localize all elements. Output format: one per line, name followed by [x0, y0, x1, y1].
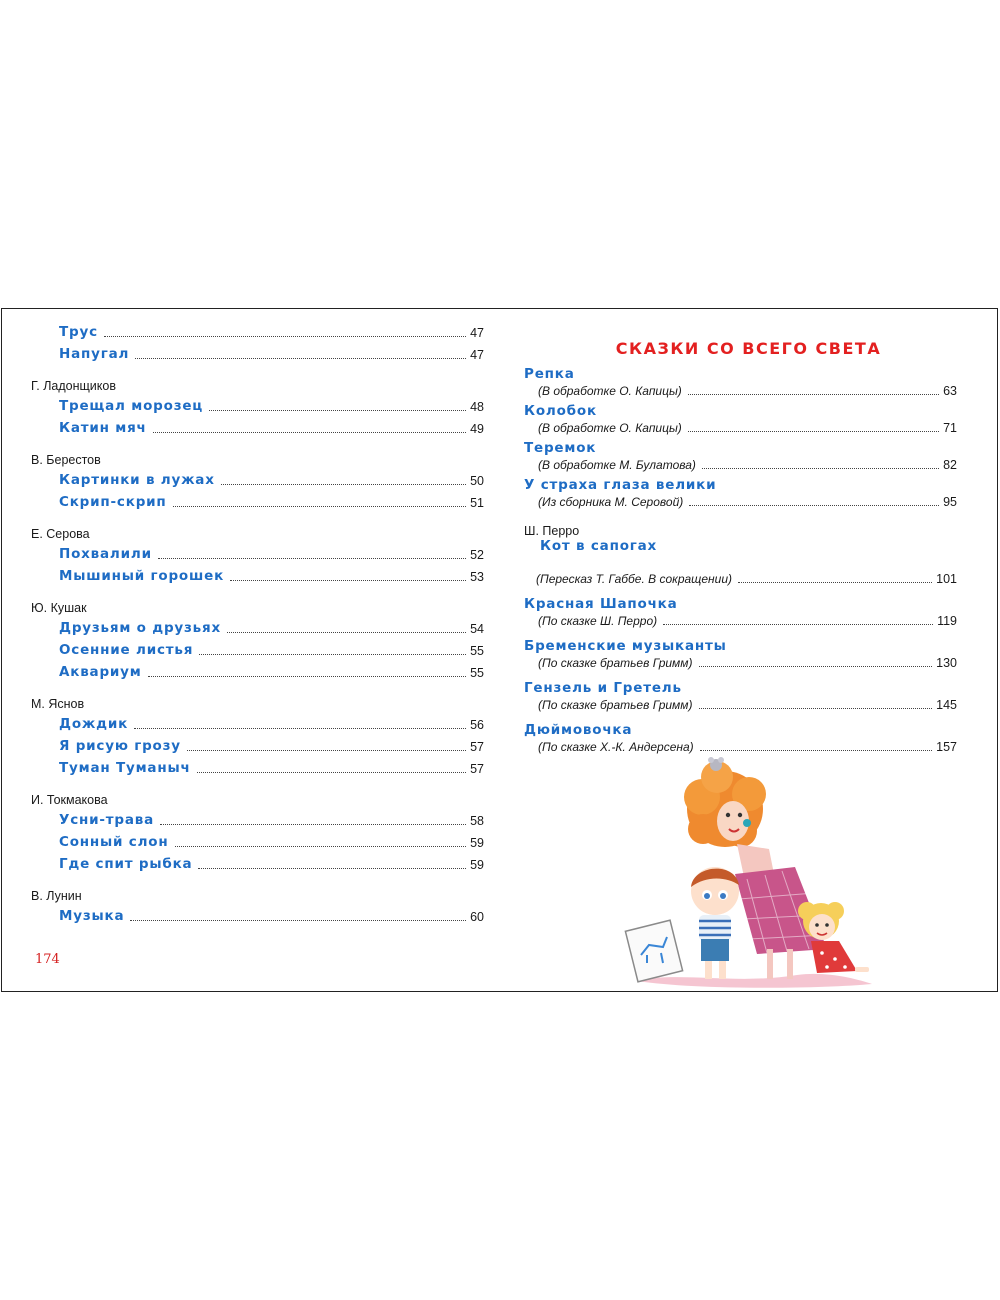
toc-entry[interactable]: [2, 343, 500, 365]
dot-leader: [702, 468, 939, 469]
toc-entry-title: Колобок: [524, 403, 597, 419]
toc-page-number: 48: [470, 400, 484, 414]
toc-entry[interactable]: [2, 617, 500, 639]
toc-page-number: 63: [943, 384, 957, 398]
toc-page-number: 51: [470, 496, 484, 510]
toc-page-number: 95: [943, 495, 957, 509]
dot-leader: [187, 750, 466, 751]
toc-entry-title: Сонный слон: [59, 834, 169, 850]
toc-page-number: 54: [470, 622, 484, 636]
toc-entry-subtitle: (По сказке Х.-К. Андерсена): [538, 740, 694, 754]
toc-page-number: 57: [470, 762, 484, 776]
toc-entry[interactable]: [2, 905, 500, 927]
dot-leader: [134, 728, 466, 729]
toc-page-number: 53: [470, 570, 484, 584]
dot-leader: [227, 632, 466, 633]
section-title: СКАЗКИ СО ВСЕГО СВЕТА: [615, 339, 882, 358]
toc-entry-subtitle: (По сказке братьев Гримм): [538, 656, 693, 670]
toc-page-number: 52: [470, 548, 484, 562]
toc-entry-subtitle: (В обработке О. Капицы): [538, 384, 682, 398]
toc-page-number: 157: [936, 740, 957, 754]
toc-entry-title: Напугал: [59, 346, 130, 362]
dot-leader: [688, 431, 939, 432]
toc-entry-subtitle: (В обработке М. Булатова): [538, 458, 696, 472]
toc-entry-subtitle: (В обработке О. Капицы): [538, 421, 682, 435]
toc-entry-title: Трещал морозец: [59, 398, 204, 414]
toc-page-number: 55: [470, 666, 484, 680]
toc-entry-subtitle: (Пересказ Т. Габбе. В сокращении): [536, 572, 733, 586]
toc-entry-title: Теремок: [524, 440, 597, 456]
toc-page-number: 50: [470, 474, 484, 488]
toc-entry[interactable]: [2, 639, 500, 661]
author-name: В. Лунин: [31, 889, 82, 903]
toc-page-number: 60: [470, 910, 484, 924]
toc-entry-title: Где спит рыбка: [59, 856, 193, 872]
toc-entry-title: Дюймовочка: [524, 722, 633, 738]
toc-page-number: 71: [943, 421, 957, 435]
dot-leader: [663, 624, 933, 625]
toc-entry[interactable]: [2, 661, 500, 683]
dot-leader: [135, 358, 466, 359]
dot-leader: [689, 505, 939, 506]
toc-entry[interactable]: [2, 757, 500, 779]
dot-leader: [209, 410, 466, 411]
toc-page-number: 59: [470, 836, 484, 850]
dot-leader: [199, 654, 466, 655]
dot-leader: [699, 666, 933, 667]
toc-entry[interactable]: [2, 417, 500, 439]
dot-leader: [130, 920, 466, 921]
toc-page-number: 101: [936, 572, 957, 586]
toc-entry-title: Гензель и Гретель: [524, 680, 682, 696]
dot-leader: [160, 824, 466, 825]
dot-leader: [173, 506, 467, 507]
toc-entry[interactable]: [2, 491, 500, 513]
toc-entry-title: Дождик: [59, 716, 129, 732]
toc-page-number: 56: [470, 718, 484, 732]
toc-page-number: 59: [470, 858, 484, 872]
author-name: И. Токмакова: [31, 793, 108, 807]
toc-entry-title: Красная Шапочка: [524, 596, 678, 612]
author-name: Е. Серова: [31, 527, 90, 541]
author-name: В. Берестов: [31, 453, 101, 467]
toc-entry[interactable]: [2, 831, 500, 853]
toc-entry[interactable]: [2, 543, 500, 565]
toc-entry-title: Друзьям о друзьях: [59, 620, 221, 636]
toc-entry-title: Я рисую грозу: [59, 738, 181, 754]
toc-entry-title: Катин мяч: [59, 420, 147, 436]
toc-page-number: 145: [936, 698, 957, 712]
toc-entry[interactable]: [2, 735, 500, 757]
toc-entry[interactable]: [2, 469, 500, 491]
toc-page-number: 58: [470, 814, 484, 828]
toc-entry[interactable]: [2, 395, 500, 417]
dot-leader: [148, 676, 466, 677]
dot-leader: [699, 708, 933, 709]
toc-entry-title: Осенние листья: [59, 642, 194, 658]
dot-leader: [221, 484, 466, 485]
toc-page-number: 55: [470, 644, 484, 658]
left-page: [2, 309, 500, 991]
boy-figure: [625, 867, 739, 982]
toc-entry[interactable]: [2, 321, 500, 343]
toc-page-number: 119: [937, 614, 957, 628]
toc-entry-subtitle: (По сказке Ш. Перро): [538, 614, 658, 628]
toc-entry-title: Картинки в лужах: [59, 472, 215, 488]
toc-entry-title: Усни-трава: [59, 812, 155, 828]
toc-entry-title: Аквариум: [59, 664, 142, 680]
toc-entry-title: Мышиный горошек: [59, 568, 225, 584]
dot-leader: [158, 558, 466, 559]
dot-leader: [688, 394, 939, 395]
author-name: Ю. Кушак: [31, 601, 87, 615]
book-spread: [1, 308, 998, 992]
toc-entry-title: Похвалили: [59, 546, 152, 562]
toc-page-number: 57: [470, 740, 484, 754]
toc-entry-title: Репка: [524, 366, 575, 382]
toc-entry[interactable]: [2, 713, 500, 735]
author-name: Ш. Перро: [524, 524, 580, 538]
author-name: М. Яснов: [31, 697, 85, 711]
dot-leader: [175, 846, 467, 847]
toc-entry-subtitle: (По сказке братьев Гримм): [538, 698, 693, 712]
toc-page-number: 47: [470, 326, 484, 340]
toc-entry-title: Скрип-скрип: [59, 494, 167, 510]
dot-leader: [153, 432, 466, 433]
toc-entry-title: Музыка: [59, 908, 125, 924]
toc-entry[interactable]: [2, 853, 500, 875]
dot-leader: [230, 580, 466, 581]
toc-entry-title: У страха глаза велики: [524, 477, 717, 493]
toc-page-number: 47: [470, 348, 484, 362]
toc-entry[interactable]: [2, 565, 500, 587]
toc-page-number: 49: [470, 422, 484, 436]
toc-entry[interactable]: [2, 809, 500, 831]
dot-leader: [197, 772, 467, 773]
page-number: 174: [35, 952, 60, 967]
illustration: [617, 749, 877, 991]
toc-entry-title: Кот в сапогах: [540, 538, 658, 554]
toc-page-number: 82: [943, 458, 957, 472]
toc-page-number: 130: [936, 656, 957, 670]
toc-entry-title: Трус: [59, 324, 98, 340]
dot-leader: [198, 868, 466, 869]
toc-entry-title: Бременские музыканты: [524, 638, 727, 654]
author-name: Г. Ладонщиков: [31, 379, 116, 393]
dot-leader: [738, 582, 932, 583]
toc-entry-title: Туман Туманыч: [59, 760, 191, 776]
dot-leader: [104, 336, 466, 337]
toc-entry-subtitle: (Из сборника М. Серовой): [538, 495, 684, 509]
